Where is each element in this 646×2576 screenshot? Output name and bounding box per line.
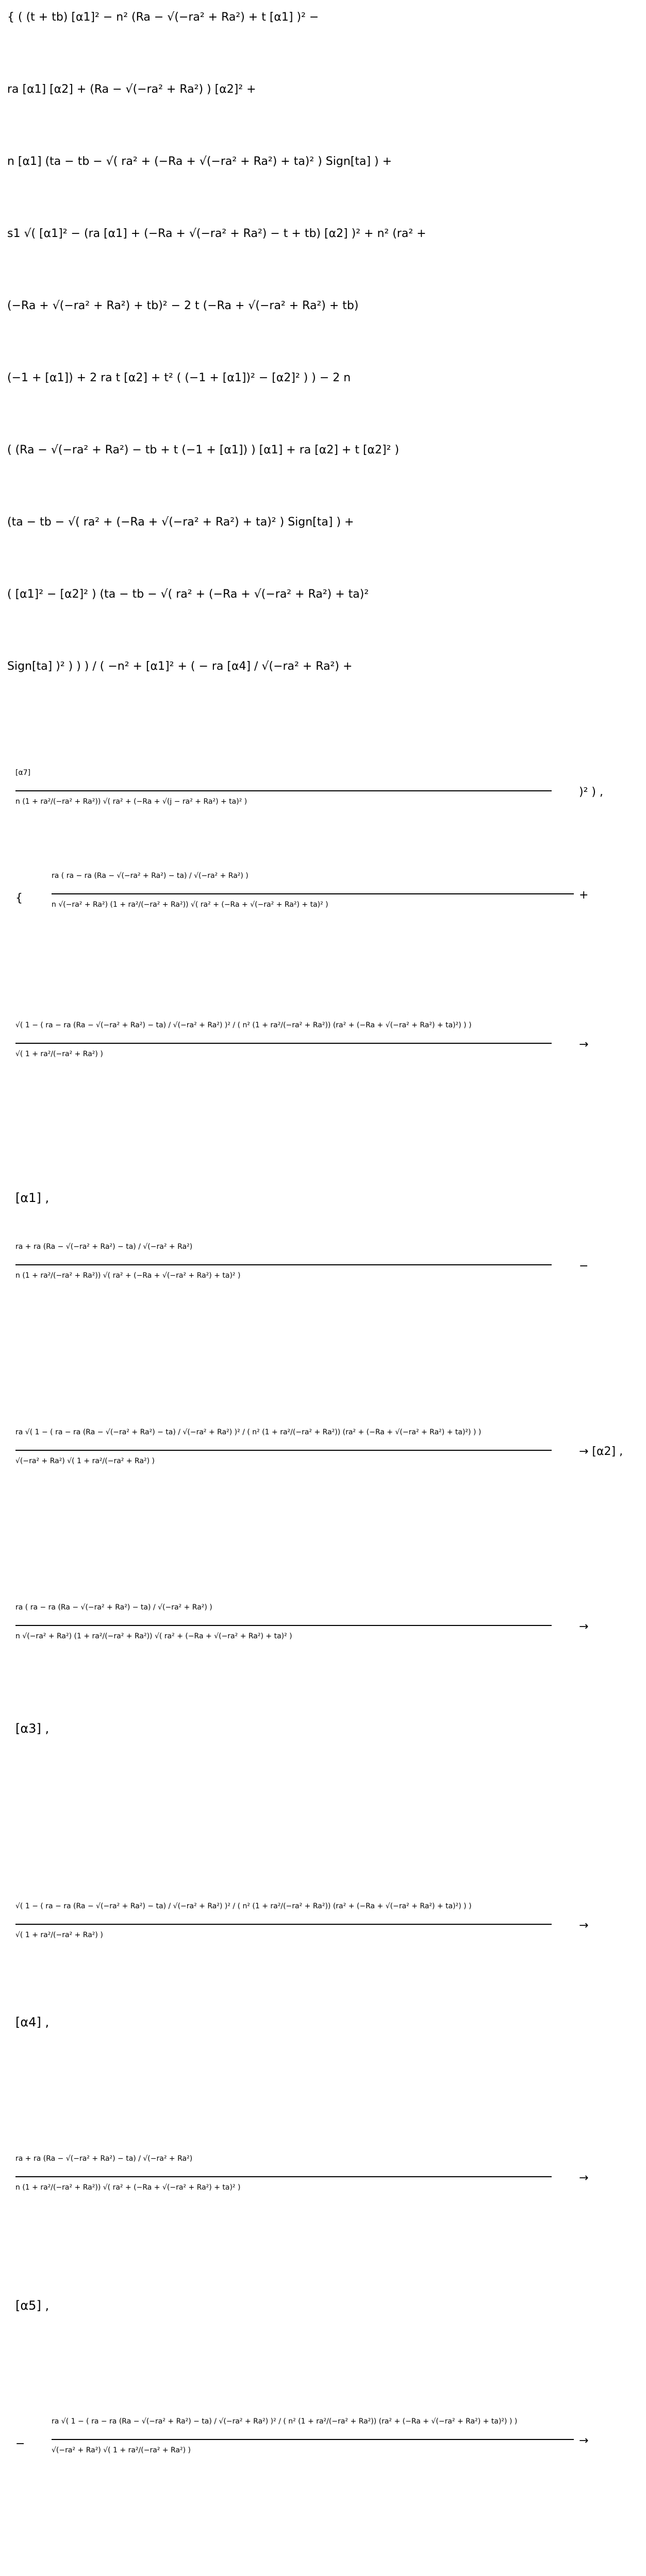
fraction-bar: [52, 893, 574, 894]
fraction-numerator: ra ( ra − ra (Ra − √(−ra² + Ra²) − ta) / √(−ra² + Ra²) ): [15, 1603, 212, 1612]
expression-line: ( [α1]² − [α2]² ) (ta − tb − √( ra² + (−Ra + √(−ra² + Ra²) + ta)²: [7, 588, 369, 601]
expression-line: (−Ra + √(−ra² + Ra²) + tb)² − 2 t (−Ra + √(−ra² + Ra²) + tb): [7, 299, 359, 312]
expression-line: (−1 + [α1]) + 2 ra t [α2] + t² ( (−1 + [α1])² − [α2]² ) ) − 2 n: [7, 371, 351, 384]
fraction-bar: [15, 790, 552, 791]
fraction-bar: [15, 1264, 552, 1265]
expression-prefix: {: [15, 892, 23, 905]
expression-suffix: +: [579, 889, 589, 902]
expression-suffix: → [α2] ,: [579, 1445, 623, 1458]
fraction-denominator: n √(−ra² + Ra²) (1 + ra²/(−ra² + Ra²)) √( ra² + (−Ra + √(−ra² + Ra²) + ta)² ): [15, 1632, 292, 1640]
expression-line: [α5] ,: [15, 2298, 49, 2313]
fraction-denominator: √(−ra² + Ra²) √( 1 + ra²/(−ra² + Ra²) ): [52, 2446, 191, 2454]
fraction-bar: [15, 1043, 552, 1044]
expression-line: (ta − tb − √( ra² + (−Ra + √(−ra² + Ra²) + ta)² ) Sign[ta] ) +: [7, 516, 354, 529]
expression-line: ra [α1] [α2] + (Ra − √(−ra² + Ra²) ) [α2]² +: [7, 83, 256, 96]
fraction-bar: [15, 1450, 552, 1451]
fraction-bar: [15, 1924, 552, 1925]
fraction-denominator: √( 1 + ra²/(−ra² + Ra²) ): [15, 1931, 103, 1939]
expression-line: [α3] ,: [15, 1721, 49, 1736]
fraction-numerator: √( 1 − ( ra − ra (Ra − √(−ra² + Ra²) − ta) / √(−ra² + Ra²) )² / ( n² (1 + ra²/(−ra² + Ra²)) (ra² + (−Ra + √(−ra² + Ra²) + ta)²) ) ): [15, 1902, 472, 1910]
expression-line: s1 √( [α1]² − (ra [α1] + (−Ra + √(−ra² + Ra²) − t + tb) [α2] )² + n² (ra² +: [7, 227, 426, 240]
expression-line: [α4] ,: [15, 2015, 49, 2029]
expression-suffix: →: [579, 1620, 589, 1633]
fraction-denominator: √(−ra² + Ra²) √( 1 + ra²/(−ra² + Ra²) ): [15, 1457, 155, 1465]
expression-suffix: →: [579, 1919, 589, 1932]
fraction-denominator: n (1 + ra²/(−ra² + Ra²)) √( ra² + (−Ra + √(j − ra² + Ra²) + ta)² ): [15, 798, 247, 806]
fraction-numerator: ra + ra (Ra − √(−ra² + Ra²) − ta) / √(−ra² + Ra²): [15, 1243, 193, 1251]
fraction-bar: [15, 1625, 552, 1626]
expression-suffix: →: [579, 2434, 589, 2447]
expression-line: ( (Ra − √(−ra² + Ra²) − tb + t (−1 + [α1]) ) [α1] + ra [α2] + t [α2]² ): [7, 444, 400, 456]
fraction-denominator: n (1 + ra²/(−ra² + Ra²)) √( ra² + (−Ra + √(−ra² + Ra²) + ta)² ): [15, 2183, 241, 2192]
fraction-numerator: ra √( 1 − ( ra − ra (Ra − √(−ra² + Ra²) − ta) / √(−ra² + Ra²) )² / ( n² (1 + ra²/(−ra² + Ra²)) (ra² + (−Ra + √(−ra² + Ra²) + ta)²) ) ): [52, 2417, 518, 2426]
expression-suffix: →: [579, 1038, 589, 1051]
expression-line: n [α1] (ta − tb − √( ra² + (−Ra + √(−ra² + Ra²) + ta)² ) Sign[ta] ) +: [7, 155, 392, 168]
fraction-numerator: ra √( 1 − ( ra − ra (Ra − √(−ra² + Ra²) − ta) / √(−ra² + Ra²) )² / ( n² (1 + ra²/(−ra² + Ra²)) (ra² + (−Ra + √(−ra² + Ra²) + ta)²) ) ): [15, 1428, 482, 1436]
expression-prefix: −: [15, 2437, 25, 2450]
expression-suffix: →: [579, 2172, 589, 2184]
fraction-denominator: √( 1 + ra²/(−ra² + Ra²) ): [15, 1050, 103, 1058]
fraction-denominator: n √(−ra² + Ra²) (1 + ra²/(−ra² + Ra²)) √( ra² + (−Ra + √(−ra² + Ra²) + ta)² ): [52, 901, 328, 909]
fraction-numerator: [α7]: [15, 769, 31, 777]
fraction-denominator: n (1 + ra²/(−ra² + Ra²)) √( ra² + (−Ra + √(−ra² + Ra²) + ta)² ): [15, 1272, 241, 1280]
fraction-numerator: √( 1 − ( ra − ra (Ra − √(−ra² + Ra²) − ta) / √(−ra² + Ra²) )² / ( n² (1 + ra²/(−ra² + Ra²)) (ra² + (−Ra + √(−ra² + Ra²) + ta)²) ) ): [15, 1021, 472, 1029]
expression-line: [α1] ,: [15, 1191, 49, 1205]
expression-suffix: −: [579, 1260, 589, 1273]
expression-suffix: )² ) ,: [579, 786, 603, 799]
expression-line: { ( (t + tb) [α1]² − n² (Ra − √(−ra² + Ra²) + t [α1] )² −: [7, 11, 319, 24]
fraction-numerator: ra + ra (Ra − √(−ra² + Ra²) − ta) / √(−ra² + Ra²): [15, 2155, 193, 2163]
fraction-bar: [15, 2176, 552, 2177]
expression-line: Sign[ta] )² ) ) ) / ( −n² + [α1]² + ( − ra [α4] / √(−ra² + Ra²) +: [7, 660, 353, 673]
fraction-numerator: ra ( ra − ra (Ra − √(−ra² + Ra²) − ta) / √(−ra² + Ra²) ): [52, 872, 249, 880]
fraction-bar: [52, 2439, 574, 2440]
